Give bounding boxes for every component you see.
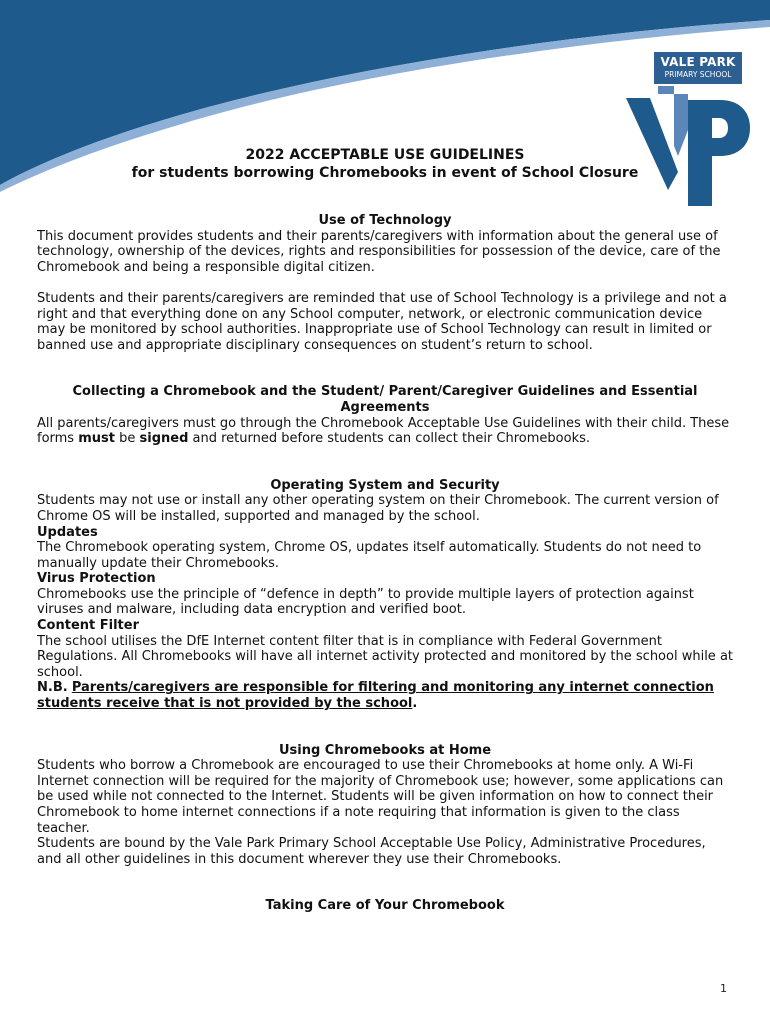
nb-end: .: [412, 696, 418, 712]
nb-note: [37, 680, 733, 711]
nb-label: N.B.: [37, 680, 68, 696]
paragraph: Students who borrow a Chromebook are encouraged to use their Chromebooks at home only. A Wi-Fi Internet connection will be required for the majority of Chromebook use; however, some applications can be used while not connected to the Internet. Students will be given information on how to connect their Chromebook to home internet connections if a note requiring that information is given to the class teacher.: [37, 758, 724, 836]
paragraph: The Chromebook operating system, Chrome OS, updates itself automatically. Students do not need to manually update their Chromebooks.: [37, 540, 702, 571]
nb-underlined-text: Parents/caregivers are responsible for filtering and monitoring any internet connection students receive that is not provided by the school: [37, 680, 714, 712]
logo-line2: PRIMARY SCHOOL: [664, 70, 732, 79]
emphasis-must: must: [78, 431, 115, 447]
paragraph: Students are bound by the Vale Park Primary School Acceptable Use Policy, Administrative Procedures, and all other guidelines in this document wherever they use their Chromebooks.: [37, 836, 706, 867]
section-heading-os-security: Operating System and Security: [270, 477, 500, 493]
paragraph: The school utilises the DfE Internet content filter that is in compliance with Federal Government Regulations. All Chromebooks will have all internet activity protected and monitored by the school while at school.: [37, 633, 734, 680]
paragraph: This document provides students and their parents/caregivers with information about the general use of technology, ownership of the devices, rights and responsibilities for possession of the device, care of the Chromebook and being a responsible digital citizen.: [37, 228, 721, 275]
section-heading-home: Using Chromebooks at Home: [278, 742, 492, 758]
section-heading-care: Taking Care of Your Chromebook: [265, 898, 505, 914]
text-run: and returned before students can collect their Chromebooks.: [188, 431, 591, 447]
paragraph: Chromebooks use the principle of “defence in depth” to provide multiple layers of protection against viruses and malware, including data encryption and verified boot.: [37, 586, 694, 618]
paragraph: [37, 416, 733, 447]
section-heading-collecting: Collecting a Chromebook and the Student/ Parent/Caregiver Guidelines and Essential Agreements: [72, 384, 698, 415]
logo-name-box: [654, 52, 742, 84]
section-heading-use-of-technology: Use of Technology: [318, 213, 452, 228]
emphasis-signed: signed: [139, 431, 189, 447]
logo-line1: VALE PARK: [660, 55, 736, 69]
subheading-virus-protection: Virus Protection: [37, 571, 156, 587]
subheading-content-filter: Content Filter: [37, 618, 139, 634]
page-number: 1: [720, 982, 727, 995]
document-title: 2022 ACCEPTABLE USE GUIDELINES: [245, 147, 525, 163]
subheading-updates: Updates: [37, 524, 98, 540]
text-run: All parents/caregivers must go through the Chromebook Acceptable Use Guidelines with their child. These forms: [37, 415, 730, 447]
document-body: [37, 146, 733, 914]
text-run: be: [114, 431, 140, 447]
paragraph: Students and their parents/caregivers are reminded that use of School Technology is a privilege and not a right and that everything done on any School computer, network, or electronic communication device may be monitored by school authorities. Inappropriate use of School Technology can result in limited or banned use and appropriate disciplinary consequences on student’s return to school.: [37, 290, 727, 353]
paragraph: Students may not use or install any other operating system on their Chromebook. The current version of Chrome OS will be installed, supported and managed by the school.: [37, 493, 719, 524]
document-subtitle: for students borrowing Chromebooks in event of School Closure: [131, 165, 639, 181]
